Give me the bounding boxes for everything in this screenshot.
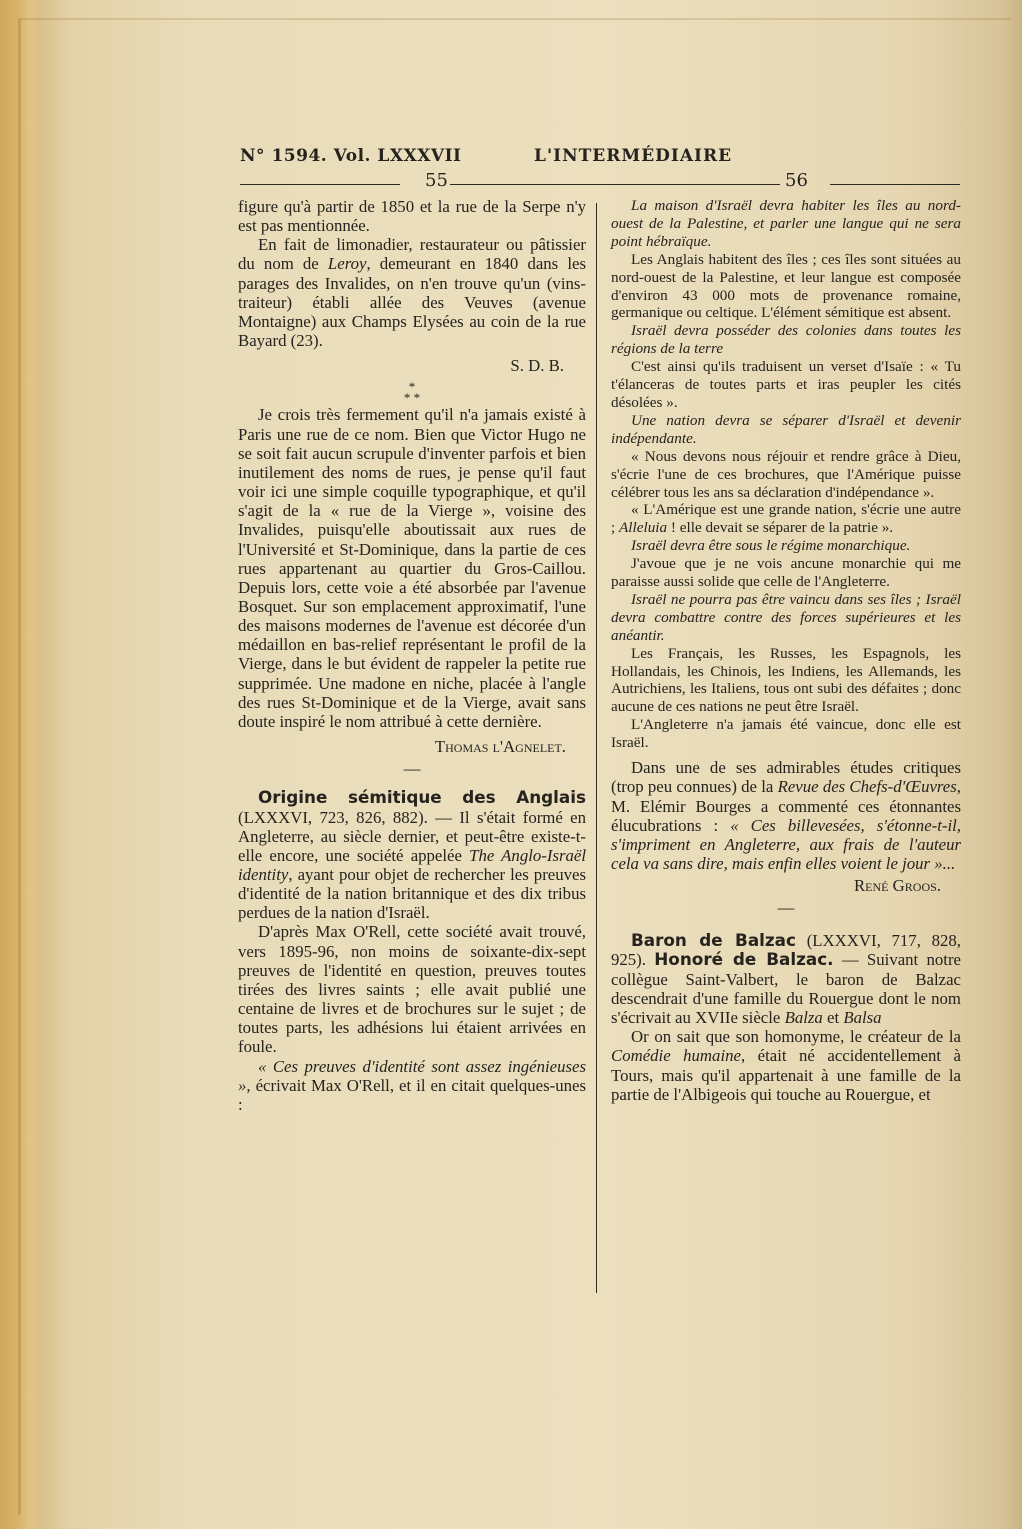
text-run: , demeurant en 1840 dans les parages des Invalides, on n'en trouve qu'un (vins-traiteur) établi allée des Veuves (avenue Montaigne) aux Champs Elysées au coin de la rue Bayard (23). [238,254,586,351]
paragraph [611,501,961,537]
paragraph [238,235,586,350]
quote: Israël devra posséder des colonies dans toutes les régions de la terre [611,322,961,358]
text-run: , écrivait Max O'Rell, et il en citait quelques-unes : [238,1075,586,1114]
paragraph: Je crois très fermement qu'il n'a jamais existé à Paris une rue de ce nom. Bien que Victor Hugo ne se soit fait aucun scrupule d'inventer parfois et bien inutilement des noms de rues, je pense qu'il faut voir ici une simple coquille typographique, et qu'il s'agit de la « rue de la Vierge », voisine des Invalides, puisqu'elle aboutissait aux rues de l'Université et St-Dominique, dans la partie de ces rues appartenant au quartier du Gros-Caillou. Depuis lors, cette voie a été absorbée par l'avenue Bosquet. Sur son emplacement approximatif, l'une des maisons modernes de l'avenue est décorée d'un médaillon en bas-relief représentant le profil de la Vierge, dans le but évident de rappeler la petite rue supprimée. Une madone en niche, placée à l'angle des rues St-Dominique et de la Vierge, avait sans doute inspiré le nom attribué à cette dernière. [238,405,586,731]
text-run: ! elle devait se séparer de la patrie ». [667,519,894,537]
quote: Israël devra être sous le régime monarchique. [631,537,911,555]
text-run-italic: Balsa [843,1007,882,1027]
paragraph [611,758,961,873]
text-run-italic: The Anglo-Israël identity [238,845,587,884]
paragraph [611,1027,961,1104]
article-subheading: Honoré de Balzac. [654,949,834,970]
right-column [611,197,961,1104]
text-run-italic: Alleluia [619,519,668,537]
article-heading: Origine sémitique des Anglais [258,787,586,808]
text-run-italic: « Ces preuves d'identité sont assez ingénieuses » [238,1056,586,1095]
article-baron-de-balzac [611,931,961,1027]
signature: René Groos. [853,876,941,896]
text-run: (LXXXVI, 717, 828, 925). [611,931,962,970]
article-heading: Baron de Balzac [631,930,796,951]
rule-center [450,184,780,185]
text-run-italic: Balza [784,1007,823,1027]
text-run-italic: Leroy [327,254,367,274]
signature: S. D. B. [510,356,564,376]
text-run: Or on sait que son homonyme, le créateur de la [631,1027,961,1047]
paragraph [238,1057,586,1114]
text-run: , M. Elémir Bourges a commenté ces étonnantes élucubrations : [611,777,961,835]
text-run-italic: Revue des Chefs-d'Œuvres [777,777,957,797]
asterism-top: * [408,379,416,395]
paragraph: Les Anglais habitent des îles ; ces îles sont situées au nord-ouest de la Palestine, et leur langue est composée d'environ 43 000 mots de provenance romaine, germanique ou celtique. L'élément sémitique est absent. [611,250,961,322]
publication-title: L'INTERMÉDIAIRE [534,146,733,166]
column-divider [596,203,597,1293]
paragraph: « Nous devons nous réjouir et rendre grâce à Dieu, s'écrie l'une de ces brochures, que l'Amérique puisse célébrer tous les ans sa déclaration d'indépendance ». [611,447,961,501]
text-run: En fait de limonadier, restaurateur ou pâtissier du nom de [238,235,586,274]
text-run-italic: « Ces billevesées, s'étonne-t-il, s'impriment en Angleterre, aux frais de l'auteur cela va sans dire, mais enfin elles voient le jour »... [611,815,961,874]
paragraph: J'avoue que je ne vois ancune monarchie qui me paraisse aussi solide que celle de l'Angleterre. [611,555,961,591]
issue-number: N° 1594. Vol. LXXXVII [240,146,462,166]
paragraph: figure qu'à partir de 1850 et la rue de la Serpe n'y est pas mentionnée. [238,197,586,236]
text-run: , ayant pour objet de rechercher les preuves d'identité de la nation britannique et des dix tribus perdues de la nation d'Israël. [238,865,586,923]
text-run-italic: Comédie humaine [611,1046,741,1066]
paragraph: D'après Max O'Rell, cette société avait trouvé, vers 1895-96, non moins de soixante-dix-sept preuves de l'identité en question, preuves toutes tirées des livres saints ; elle avait publié une centaine de livres et de brochures sur le sujet ; de toutes parts, les adhésions lui étaient arrivées en foule. [238,922,586,1057]
text-run: « L'Amérique est une grande nation, s'écrie une autre ; [611,501,961,537]
text-run: (LXXXVI, 723, 826, 882). — Il s'était formé en Angleterre, au siècle dernier, et peut-être existe-t-elle encore, une société appelée [238,807,586,865]
text-run: et [822,1007,844,1027]
separator: — [403,759,421,779]
article-origine-semitique [238,788,586,922]
quote: La maison d'Israël devra habiter les îles au nord-ouest de la Palestine, et parler une langue qui ne sera point hébraïque. [611,197,961,250]
text-run: , était né accidentellement à Tours, mais qu'il appartenait à une famille de la partie de l'Albigeois qui touche au Rouergue, et [611,1046,962,1104]
paragraph: L'Angleterre n'a jamais été vaincue, donc elle est Israël. [611,716,961,752]
separator: — [777,898,795,918]
rule-left-1 [240,184,400,185]
rule-right [830,184,960,185]
asterism-bottom: * * [403,390,421,406]
page-number-right: 56 [785,170,808,191]
text-run: — Suivant notre collègue Saint-Valbert, le baron de Balzac descendrait d'une famille du Rouergue dont le nom s'écrivait au XVIIe siècle [611,950,961,1027]
paragraph: C'est ainsi qu'ils traduisent un verset d'Isaïe : « Tu t'élanceras de toutes parts et iras peupler les cités désolées ». [611,358,961,411]
signature: Thomas l'Agnelet. [434,737,566,757]
text-run: Dans une de ses admirables études critiques (trop peu connues) de la [611,758,961,797]
asterism [238,379,586,406]
page-numbers [240,170,960,196]
page-number-left: 55 [425,170,448,191]
left-column [238,197,586,1114]
page-header [240,146,960,170]
quote: Israël ne pourra pas être vaincu dans ses îles ; Israël devra combattre contre des forces supérieures et les anéantir. [611,590,961,644]
quote: Une nation devra se séparer d'Israël et devenir indépendante. [611,411,961,447]
paragraph: Les Français, les Russes, les Espagnols, les Hollandais, les Chinois, les Indiens, les Allemands, les Autrichiens, les Italiens, tous ont subi des défaites ; donc aucune de ces nations ne peut être Israël. [611,644,961,716]
